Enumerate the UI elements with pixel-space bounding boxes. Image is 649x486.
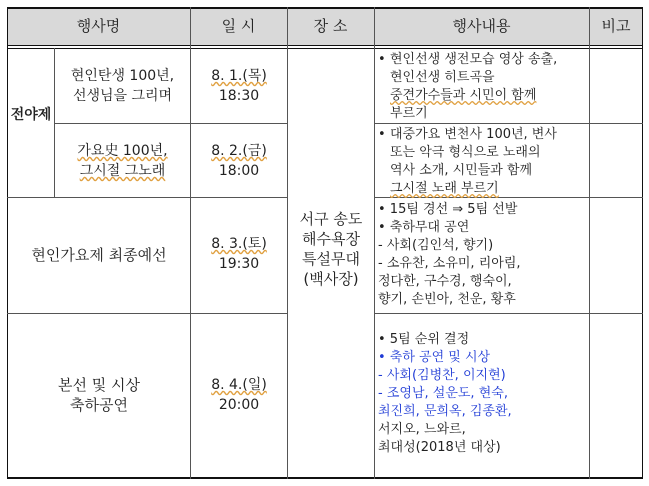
- place-line-3: 특설무대: [302, 250, 360, 268]
- header-datetime: 일 시: [221, 17, 256, 35]
- r1-content-3: 중견가수들과 시민이 함께: [390, 88, 537, 103]
- r3-time: 19:30: [218, 256, 260, 272]
- r3-content-4: - 소유찬, 소유미, 리아림,: [378, 256, 521, 271]
- r1-content-2: 현인선생 히트곡을: [390, 70, 495, 85]
- r3-content-1: • 15팀 경선 ⇒ 5팀 선발: [378, 202, 518, 217]
- header-content: 행사내용: [452, 17, 511, 35]
- col-line-3: [374, 7, 375, 479]
- row-line-2a: [7, 197, 287, 198]
- r4-content-6: 서지오, 느와르,: [378, 422, 466, 437]
- r3-content-3: - 사회(김인석, 향기): [378, 238, 494, 253]
- place-line-2: 해수욕장: [302, 230, 360, 248]
- border-top: [7, 7, 643, 9]
- r1-date: 8. 1.(목): [211, 68, 267, 84]
- r2-content-3: 역사 소개, 시민들과 함께: [390, 163, 533, 178]
- r1-name-line2: 선생님을 그리며: [72, 88, 173, 104]
- r4-date: 8. 4.(일): [211, 377, 267, 393]
- r2-time: 18:00: [218, 163, 260, 179]
- r1-time: 18:30: [218, 88, 260, 104]
- r4-name-line2: 축하공연: [70, 396, 128, 414]
- r2-content-1: • 대중가요 변천사 100년, 변사: [378, 127, 557, 142]
- r3-name: 현인가요제 최종예선: [31, 246, 167, 264]
- r4-content-2: • 축하 공연 및 시상: [378, 350, 491, 365]
- r4-name-line1: 본선 및 시상: [58, 376, 140, 394]
- r4-content-7: 최대성(2018년 대상): [378, 440, 501, 455]
- header-event-name: 행사명: [76, 17, 121, 35]
- r3-date: 8. 3.(토): [211, 236, 267, 252]
- header-divider-1: [7, 45, 643, 46]
- r4-content-1: • 5팀 순위 결정: [378, 332, 470, 347]
- header-divider-2: [7, 48, 643, 49]
- r2-name-line1: 가요史 100년,: [77, 143, 168, 159]
- row-line-1a: [54, 123, 190, 124]
- row-line-3a: [7, 313, 287, 314]
- col-line-4: [589, 7, 590, 479]
- r3-content-6: 향기, 손빈아, 천운, 황후: [378, 292, 516, 307]
- jeonyaje-label: 전야제: [10, 107, 52, 123]
- r2-name-line2: 그시절 그노래: [79, 163, 166, 179]
- r1-content-4: 부르기: [390, 106, 428, 121]
- r1-name-line1: 현인탄생 100년,: [70, 68, 175, 84]
- r3-content-5: 정다한, 구수경, 행숙이,: [378, 274, 512, 289]
- row-line-1b: [190, 123, 287, 124]
- r3-content-2: • 축하무대 공연: [378, 220, 470, 235]
- r2-date: 8. 2.(금): [211, 143, 267, 159]
- r2-content-4: 그시절 노래 부르기: [390, 181, 499, 196]
- r4-content-4: - 조영남, 설운도, 현숙,: [378, 386, 508, 401]
- r4-time: 20:00: [218, 397, 260, 413]
- border-bottom: [7, 477, 643, 479]
- place-line-1: 서구 송도: [299, 210, 363, 228]
- r4-content-3: - 사회(김병찬, 이지현): [378, 368, 506, 383]
- place-line-4: (백사장): [303, 270, 359, 288]
- r4-content-5: 최진희, 문희옥, 김종환,: [378, 404, 512, 419]
- header-place: 장 소: [313, 17, 348, 35]
- r1-content-1: • 현인선생 생전모습 영상 송출,: [378, 52, 558, 67]
- row-line-3b: [374, 313, 643, 314]
- header-note: 비고: [601, 17, 631, 35]
- r2-content-2: 또는 악극 형식으로 노래의: [390, 145, 541, 160]
- border-right: [642, 7, 643, 479]
